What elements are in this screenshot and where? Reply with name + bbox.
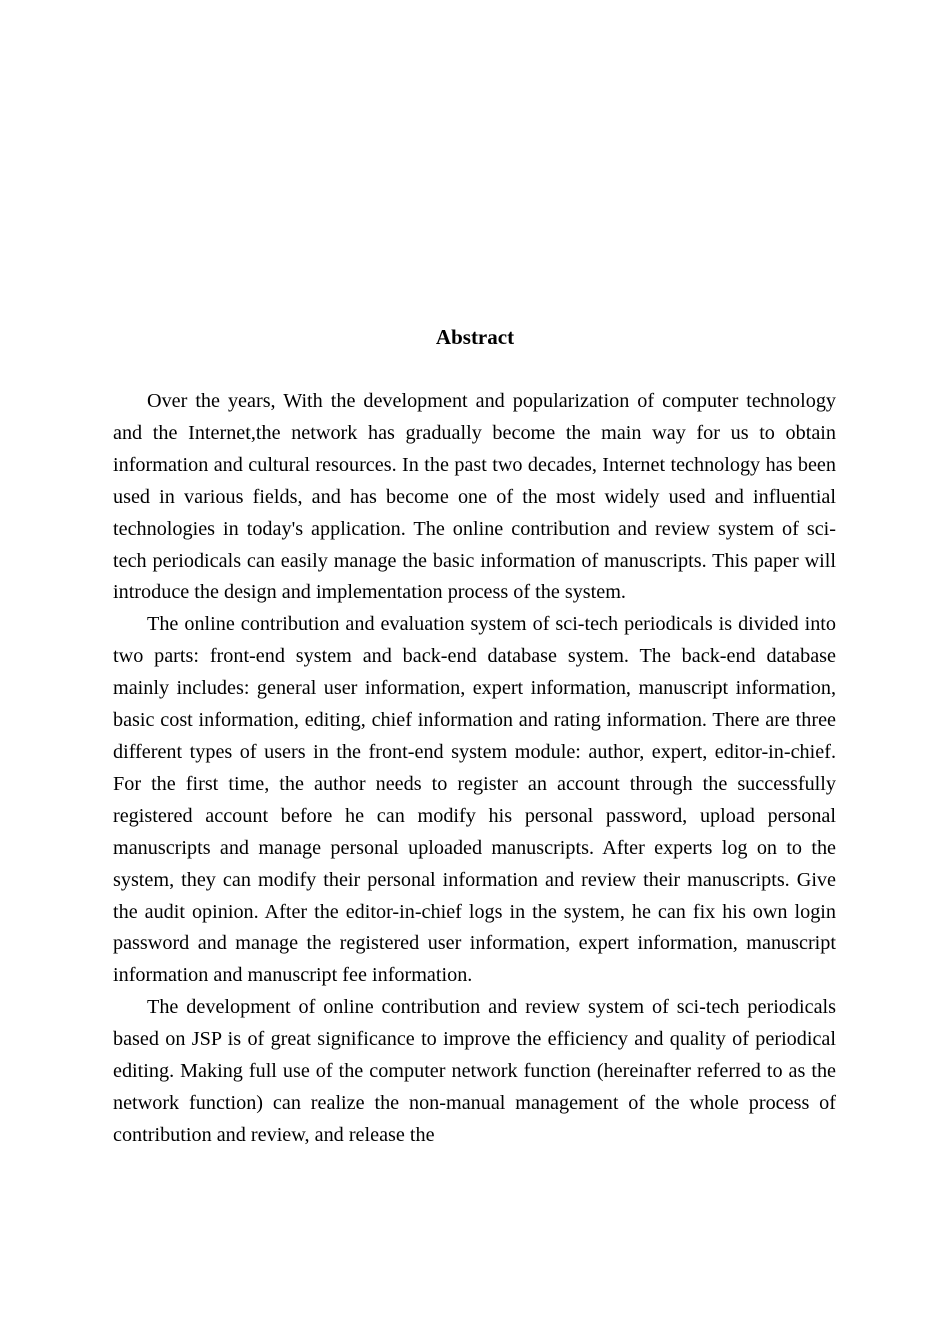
abstract-paragraph-3: The development of online contribution and review system of sci-tech periodicals based on JSP is of great significance to improve the efficiency and quality of periodical editing. Making full use of the computer network function (hereinafter referred to as the network function) can realize the non-manual management of the whole process of contribution and review, and release the	[113, 996, 836, 1146]
abstract-paragraph-1: Over the years, With the development and popularization of computer technology and the Internet,the network has gradually become the main way for us to obtain information and cultural resources. In the past two decades, Internet technology has been used in various fields, and has become one of the most widely used and influential technologies in today's application. The online contribution and review system of sci-tech periodicals can easily manage the basic information of manuscripts. This paper will introduce the design and implementation process of the system.	[113, 390, 836, 604]
abstract-heading: Abstract	[435, 325, 515, 349]
abstract-paragraph-2: The online contribution and evaluation system of sci-tech periodicals is divided into two parts: front-end system and back-end database system. The back-end database mainly includes: general user information, expert information, manuscript information, basic cost information, editing, chief information and rating information. There are three different types of users in the front-end system module: author, expert, editor-in-chief. For the first time, the author needs to register an account through the successfully registered account before he can modify his personal password, upload personal manuscripts and manage personal uploaded manuscripts. After experts log on to the system, they can modify their personal information and review their manuscripts. Give the audit opinion. After the editor-in-chief logs in the system, he can fix his own login password and manage the registered user information, expert information, manuscript information and manuscript fee information.	[113, 613, 836, 987]
abstract-body	[113, 386, 836, 1152]
